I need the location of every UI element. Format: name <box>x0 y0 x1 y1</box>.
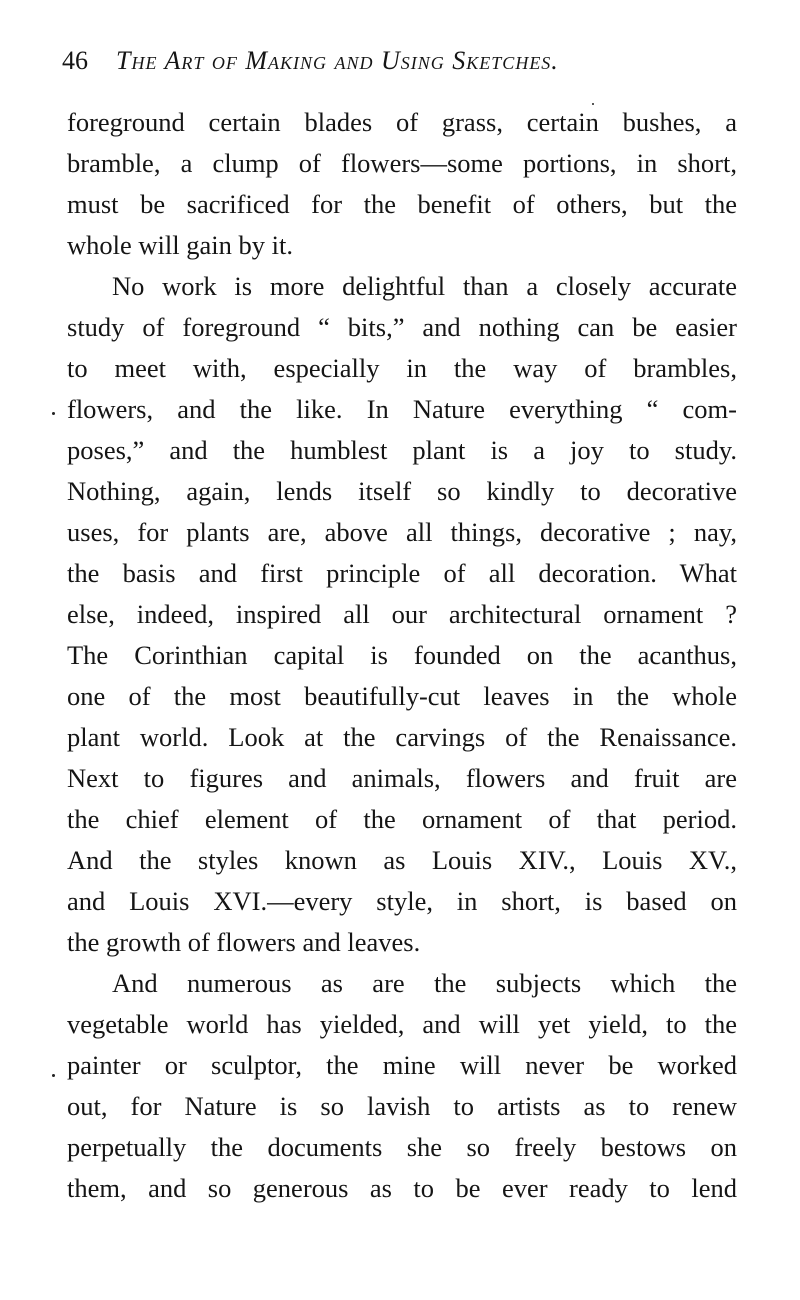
text-line: No work is more delightful than a closely accurate <box>112 271 737 301</box>
text-line: and Louis XVI.—every style, in short, is based on <box>67 886 737 916</box>
text-line: one of the most beautifully-cut leaves in the whole <box>67 681 737 711</box>
text-line: The Corinthian capital is founded on the acanthus, <box>67 640 737 670</box>
text-line: study of foreground “ bits,” and nothing can be easier <box>67 312 737 342</box>
page-number: 46 <box>62 46 88 75</box>
text-line: them, and so generous as to be ever ready to lend <box>67 1173 737 1203</box>
text-line: Next to figures and animals, flowers and fruit are <box>67 763 737 793</box>
text-line: poses,” and the humblest plant is a joy to study. <box>67 435 737 465</box>
text-line: perpetually the documents she so freely bestows on <box>67 1132 737 1162</box>
scan-speck <box>52 412 55 415</box>
scan-speck <box>52 1074 55 1077</box>
text-line: else, indeed, inspired all our architectural ornament ? <box>67 599 737 629</box>
text-line: And numerous as are the subjects which the <box>112 968 737 998</box>
text-line: And the styles known as Louis XIV., Louis XV., <box>67 845 737 875</box>
text-line: Nothing, again, lends itself so kindly to decorative <box>67 476 737 506</box>
body-text <box>67 102 737 1209</box>
text-line: the basis and first principle of all decoration. What <box>67 558 737 588</box>
text-line: to meet with, especially in the way of brambles, <box>67 353 737 383</box>
text-line: uses, for plants are, above all things, decorative ; nay, <box>67 517 737 547</box>
text-line: painter or sculptor, the mine will never be worked <box>67 1050 737 1080</box>
text-line: plant world. Look at the carvings of the Renaissance. <box>67 722 737 752</box>
paragraph <box>67 102 737 266</box>
text-line: the chief element of the ornament of that period. <box>67 804 737 834</box>
text-line: out, for Nature is so lavish to artists as to renew <box>67 1091 737 1121</box>
text-line: must be sacrificed for the benefit of others, but the <box>67 189 737 219</box>
running-title: The Art of Making and Using Sketches. <box>116 46 559 75</box>
running-head <box>62 46 742 82</box>
text-line: flowers, and the like. In Nature everything “ com- <box>67 394 737 424</box>
text-line: the growth of flowers and leaves. <box>67 927 421 957</box>
text-line: vegetable world has yielded, and will yet yield, to the <box>67 1009 737 1039</box>
text-line: whole will gain by it. <box>67 230 293 260</box>
scan-speck <box>592 103 594 105</box>
paragraph <box>67 266 737 963</box>
paragraph <box>67 963 737 1209</box>
text-line: foreground certain blades of grass, certain bushes, a <box>67 107 737 137</box>
text-line: bramble, a clump of flowers—some portions, in short, <box>67 148 737 178</box>
